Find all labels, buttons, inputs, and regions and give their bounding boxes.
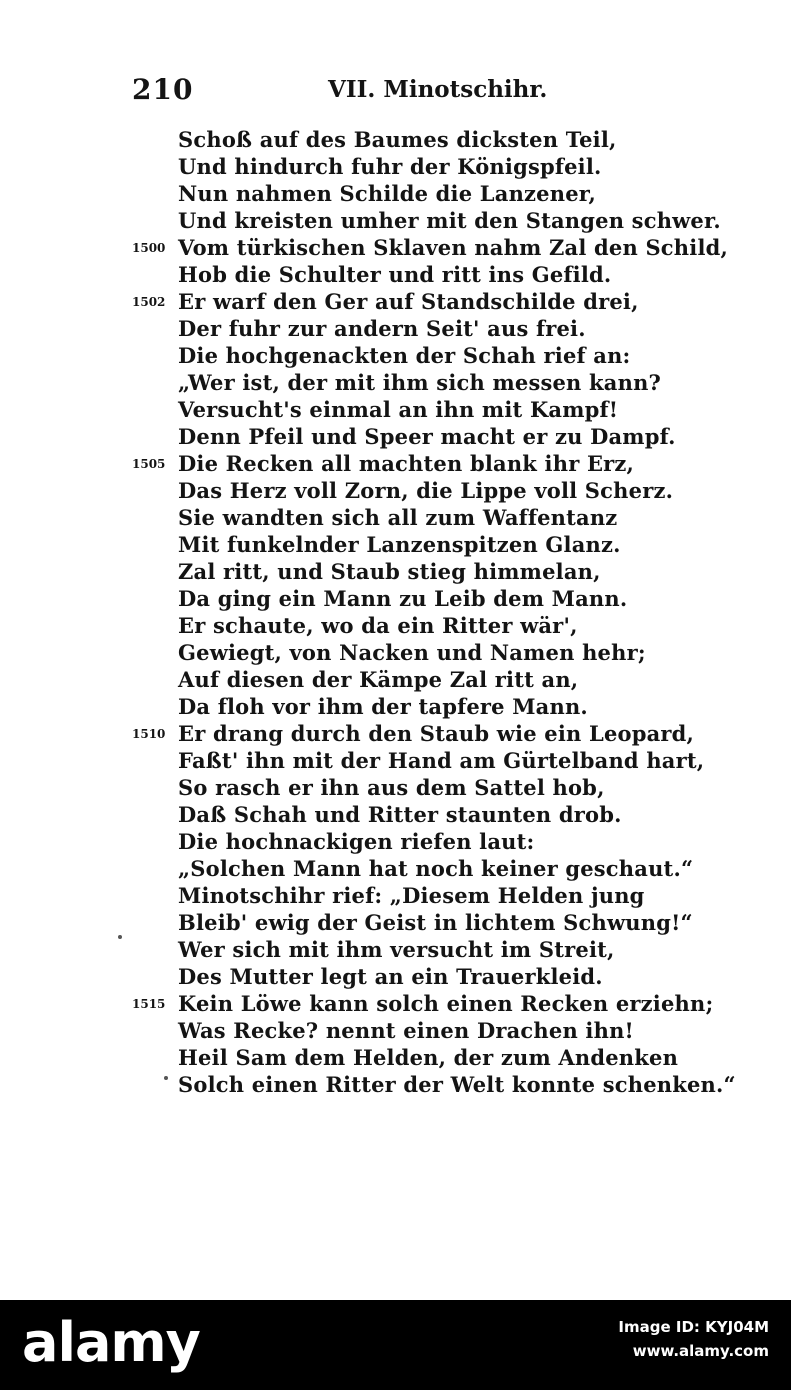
verse-text: Bleib' ewig der Geist in lichtem Schwung!“ <box>178 910 693 935</box>
verse-text: Gewiegt, von Nacken und Namen hehr; <box>178 640 646 665</box>
verse-text: Vom türkischen Sklaven nahm Zal den Schild, <box>178 235 729 260</box>
verse-number: 1500 <box>132 241 166 255</box>
verse-text: Solch einen Ritter der Welt konnte schenken.“ <box>178 1072 736 1097</box>
verse-text: Sie wandten sich all zum Waffentanz <box>178 505 618 530</box>
verse-line <box>0 720 791 747</box>
verse-line <box>0 207 791 234</box>
verse-text: „Wer ist, der mit ihm sich messen kann? <box>178 370 662 395</box>
verse-text: Und hindurch fuhr der Königspfeil. <box>178 154 602 179</box>
verse-text: Zal ritt, und Staub stieg himmelan, <box>178 559 601 584</box>
verse-text: Er schaute, wo da ein Ritter wär', <box>178 613 578 638</box>
stray-ink-dot <box>164 1076 168 1080</box>
verse-text: Denn Pfeil und Speer macht er zu Dampf. <box>178 424 676 449</box>
verse-text: Was Recke? nennt einen Drachen ihn! <box>178 1018 634 1043</box>
stray-ink-dot <box>118 935 122 939</box>
verse-text: Mit funkelnder Lanzenspitzen Glanz. <box>178 532 621 557</box>
verse-text: Er warf den Ger auf Standschilde drei, <box>178 289 639 314</box>
verse-text: Die hochnackigen riefen laut: <box>178 829 535 854</box>
verse-line <box>0 1044 791 1071</box>
verse-text: Des Mutter legt an ein Trauerkleid. <box>178 964 603 989</box>
verse-line <box>0 234 791 261</box>
verse-text: „Solchen Mann hat noch keiner geschaut.“ <box>178 856 694 881</box>
verse-line <box>0 126 791 153</box>
verse-line <box>0 693 791 720</box>
verse-line <box>0 369 791 396</box>
verse-text: Nun nahmen Schilde die Lanzener, <box>178 181 597 206</box>
verse-line <box>0 585 791 612</box>
verse-number: 1502 <box>132 295 166 309</box>
verse-line <box>0 261 791 288</box>
verse-text: Der fuhr zur andern Seit' aus frei. <box>178 316 586 341</box>
verse-list <box>0 126 791 1098</box>
verse-line <box>0 315 791 342</box>
verse-line <box>0 558 791 585</box>
verse-text: Das Herz voll Zorn, die Lippe voll Scherz. <box>178 478 674 503</box>
verse-line <box>0 1071 791 1098</box>
verse-line <box>0 396 791 423</box>
page-number: 210 <box>132 73 194 106</box>
verse-text: Und kreisten umher mit den Stangen schwer. <box>178 208 721 233</box>
verse-text: Schoß auf des Baumes dicksten Teil, <box>178 127 617 152</box>
verse-line <box>0 450 791 477</box>
verse-text: Da floh vor ihm der tapfere Mann. <box>178 694 588 719</box>
verse-text: Faßt' ihn mit der Hand am Gürtelband hart, <box>178 748 705 773</box>
verse-line <box>0 342 791 369</box>
verse-line <box>0 477 791 504</box>
verse-line <box>0 288 791 315</box>
verse-line <box>0 504 791 531</box>
verse-line <box>0 990 791 1017</box>
verse-number: 1510 <box>132 727 166 741</box>
verse-text: Hob die Schulter und ritt ins Gefild. <box>178 262 612 287</box>
verse-line <box>0 153 791 180</box>
verse-line <box>0 747 791 774</box>
verse-text: Da ging ein Mann zu Leib dem Mann. <box>178 586 628 611</box>
verse-line <box>0 531 791 558</box>
verse-line <box>0 882 791 909</box>
verse-text: Die Recken all machten blank ihr Erz, <box>178 451 635 476</box>
verse-line <box>0 639 791 666</box>
verse-line <box>0 909 791 936</box>
verse-line <box>0 1017 791 1044</box>
verse-text: Minotschihr rief: „Diesem Helden jung <box>178 883 645 908</box>
verse-line <box>0 612 791 639</box>
verse-line <box>0 963 791 990</box>
verse-text: Daß Schah und Ritter staunten drob. <box>178 802 622 827</box>
verse-line <box>0 774 791 801</box>
verse-line <box>0 423 791 450</box>
verse-line <box>0 936 791 963</box>
verse-number: 1515 <box>132 997 166 1011</box>
watermark-url: www.alamy.com <box>632 1342 769 1360</box>
verse-text: So rasch er ihn aus dem Sattel hob, <box>178 775 605 800</box>
verse-text: Heil Sam dem Helden, der zum Andenken <box>178 1045 679 1070</box>
verse-text: Auf diesen der Kämpe Zal ritt an, <box>178 667 579 692</box>
verse-line <box>0 828 791 855</box>
running-head: VII. Minotschihr. <box>328 76 548 103</box>
watermark-meta <box>618 1316 769 1364</box>
verse-text: Wer sich mit ihm versucht im Streit, <box>178 937 615 962</box>
verse-text: Kein Löwe kann solch einen Recken erziehn; <box>178 991 714 1016</box>
verse-line <box>0 801 791 828</box>
verse-text: Versucht's einmal an ihn mit Kampf! <box>178 397 619 422</box>
watermark-logo: alamy <box>22 1311 200 1374</box>
verse-number: 1505 <box>132 457 166 471</box>
watermark-bar <box>0 1300 791 1390</box>
verse-line <box>0 180 791 207</box>
verse-line <box>0 666 791 693</box>
verse-text: Die hochgenackten der Schah rief an: <box>178 343 631 368</box>
image-id-label: Image ID: KYJ04M <box>618 1318 769 1336</box>
verse-line <box>0 855 791 882</box>
verse-text: Er drang durch den Staub wie ein Leopard, <box>178 721 695 746</box>
